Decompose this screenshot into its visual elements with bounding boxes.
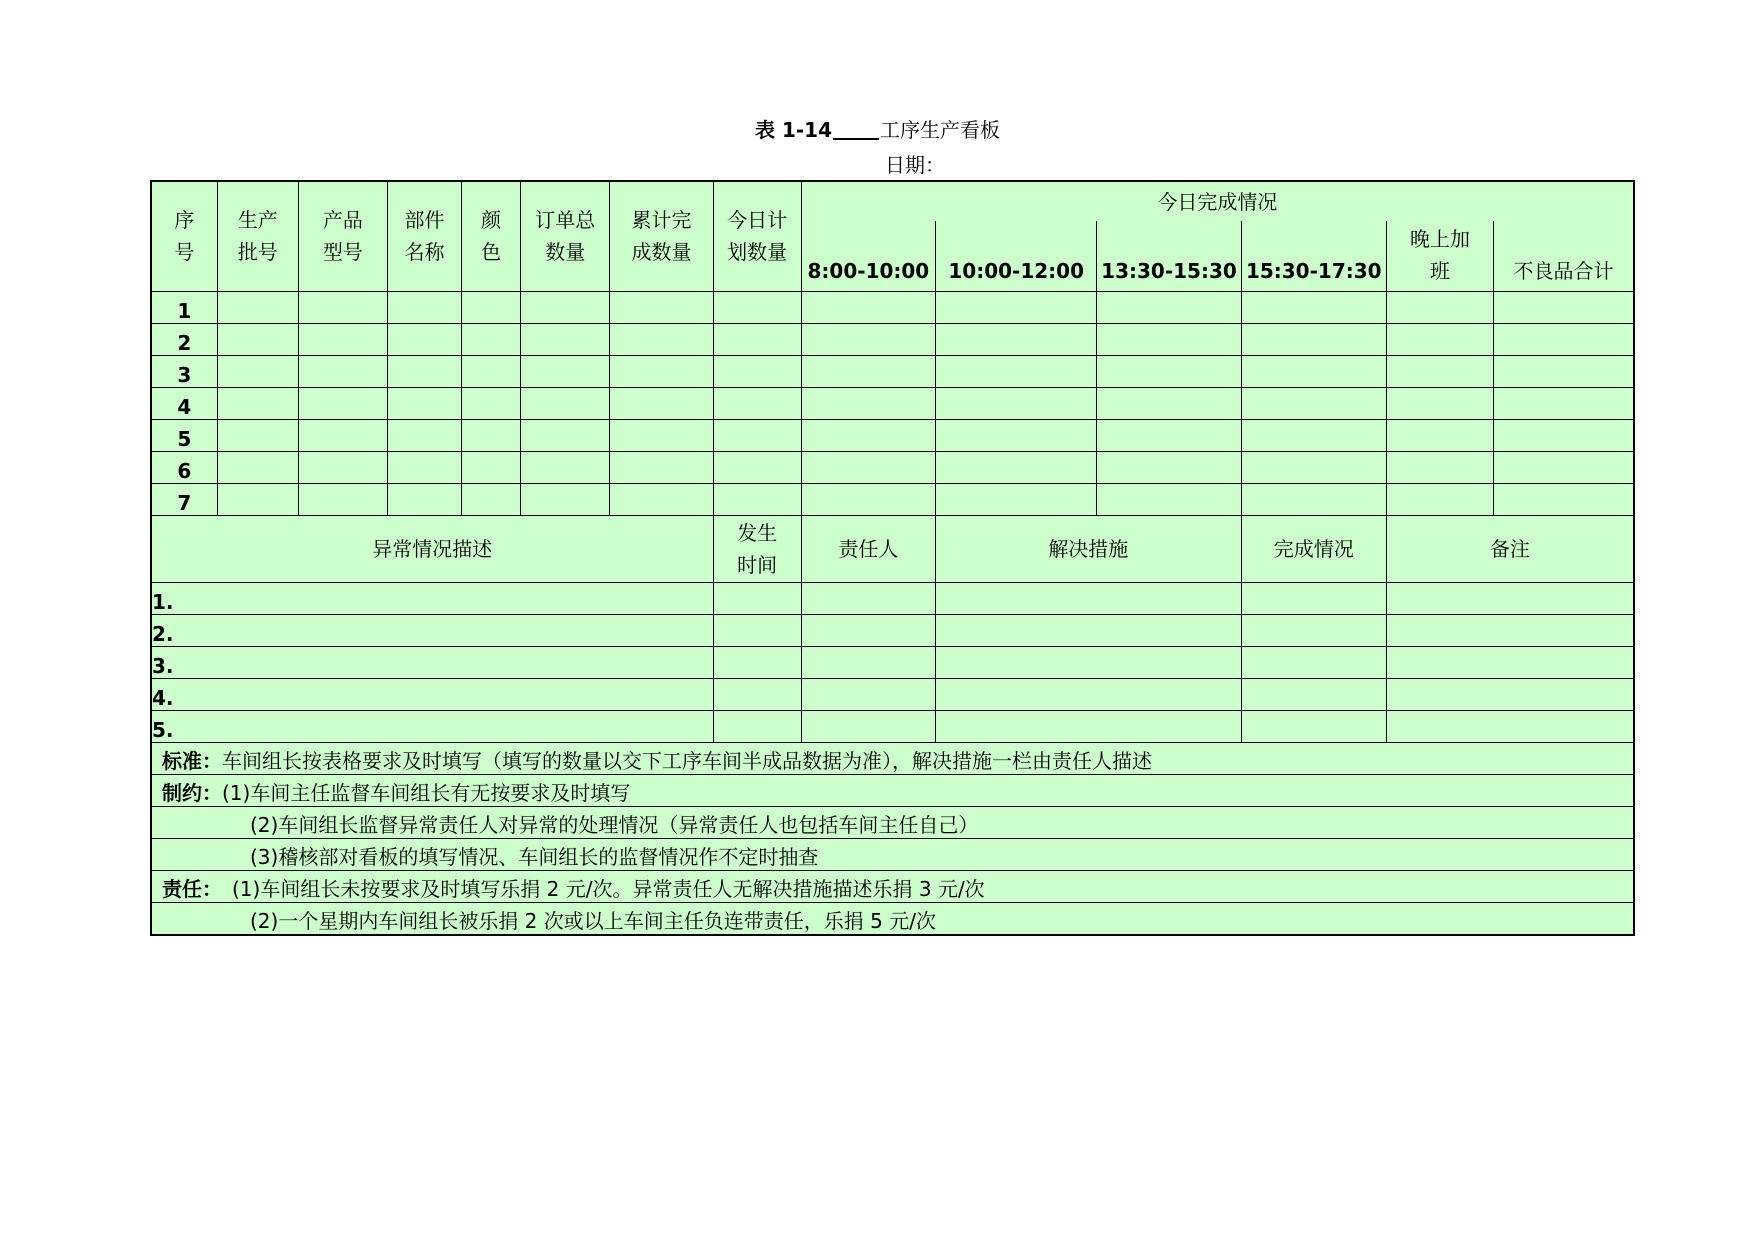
duty-1-text: (1)车间组长未按要求及时填写乐捐 2 元/次。异常责任人无解决措施描述乐捐 3 元/次 xyxy=(232,876,985,901)
note-constraint-2 xyxy=(151,806,1634,838)
batch-cell[interactable] xyxy=(217,387,298,419)
overtime-cell[interactable] xyxy=(1386,355,1493,387)
slot-1-cell[interactable] xyxy=(801,451,935,483)
slot-4-cell[interactable] xyxy=(1241,451,1386,483)
color-cell[interactable] xyxy=(462,291,521,323)
color-cell[interactable] xyxy=(462,387,521,419)
exception-header-row xyxy=(151,515,1634,582)
row-number: 5 xyxy=(151,419,217,451)
exception-status-cell[interactable] xyxy=(1241,710,1386,742)
slot-2-cell[interactable] xyxy=(936,291,1097,323)
exception-owner-header: 责任人 xyxy=(801,515,935,582)
header-slot-1: 8:00-10:00 xyxy=(801,221,935,291)
duty-2-text: (2)一个星期内车间组长被乐捐 2 次或以上车间主任负连带责任，乐捐 5 元/次 xyxy=(250,908,936,933)
header-slot-4: 15:30-17:30 xyxy=(1241,221,1386,291)
note-row-duty xyxy=(151,870,1634,902)
batch-cell[interactable] xyxy=(217,419,298,451)
order-total-cell[interactable] xyxy=(521,419,610,451)
note-row-standard xyxy=(151,742,1634,774)
slot-1-cell[interactable] xyxy=(801,323,935,355)
plan-today-cell[interactable] xyxy=(713,291,801,323)
part-cell[interactable] xyxy=(387,323,461,355)
note-row-constraint-3 xyxy=(151,838,1634,870)
slot-1-cell[interactable] xyxy=(801,291,935,323)
standard-text: 车间组长按表格要求及时填写（填写的数量以交下工序车间半成品数据为准），解决措施一栏由责任人描述 xyxy=(222,748,1152,773)
order-total-cell[interactable] xyxy=(521,355,610,387)
header-slot-3: 13:30-15:30 xyxy=(1097,221,1241,291)
exception-remark-cell[interactable] xyxy=(1386,582,1634,614)
constraint-3-text: (3)稽核部对看板的填写情况、车间组长的监督情况作不定时抽查 xyxy=(250,844,819,869)
order-total-cell[interactable] xyxy=(521,291,610,323)
row-number: 6 xyxy=(151,451,217,483)
cumulative-cell[interactable] xyxy=(610,355,713,387)
color-cell[interactable] xyxy=(462,483,521,515)
exception-solution-cell[interactable] xyxy=(936,678,1242,710)
header-slot-2: 10:00-12:00 xyxy=(936,221,1097,291)
defect-total-cell[interactable] xyxy=(1494,355,1634,387)
exception-solution-cell[interactable] xyxy=(936,646,1242,678)
title-prefix: 表 1-14 xyxy=(754,118,832,142)
overtime-cell[interactable] xyxy=(1386,483,1493,515)
note-constraint-1 xyxy=(151,774,1634,806)
slot-2-cell[interactable] xyxy=(936,323,1097,355)
color-cell[interactable] xyxy=(462,355,521,387)
cumulative-cell[interactable] xyxy=(610,291,713,323)
part-cell[interactable] xyxy=(387,419,461,451)
exception-owner-cell[interactable] xyxy=(801,678,935,710)
header-plan-today: 今日计 划数量 xyxy=(713,181,801,291)
batch-cell[interactable] xyxy=(217,483,298,515)
slot-1-cell[interactable] xyxy=(801,483,935,515)
defect-total-cell[interactable] xyxy=(1494,323,1634,355)
slot-4-cell[interactable] xyxy=(1241,483,1386,515)
header-batch: 生产 批号 xyxy=(217,181,298,291)
batch-cell[interactable] xyxy=(217,323,298,355)
model-cell[interactable] xyxy=(298,483,387,515)
exception-status-cell[interactable] xyxy=(1241,614,1386,646)
date-label: 日期： xyxy=(885,153,945,177)
production-board-table xyxy=(150,180,1635,936)
row-number: 2 xyxy=(151,323,217,355)
exception-row xyxy=(151,582,1634,614)
slot-1-cell[interactable] xyxy=(801,355,935,387)
part-cell[interactable] xyxy=(387,483,461,515)
row-number: 7 xyxy=(151,483,217,515)
standard-label: 标准： xyxy=(162,748,222,773)
table-row xyxy=(151,483,1634,515)
batch-cell[interactable] xyxy=(217,451,298,483)
exception-remark-cell[interactable] xyxy=(1386,678,1634,710)
exception-solution-cell[interactable] xyxy=(936,582,1242,614)
exception-time-header: 发生 时间 xyxy=(713,515,801,582)
color-cell[interactable] xyxy=(462,323,521,355)
slot-4-cell[interactable] xyxy=(1241,355,1386,387)
header-defect-total: 不良品合计 xyxy=(1494,221,1634,291)
plan-today-cell[interactable] xyxy=(713,451,801,483)
part-cell[interactable] xyxy=(387,387,461,419)
slot-2-cell[interactable] xyxy=(936,419,1097,451)
cumulative-cell[interactable] xyxy=(610,323,713,355)
defect-total-cell[interactable] xyxy=(1494,451,1634,483)
exception-remark-cell[interactable] xyxy=(1386,646,1634,678)
exception-owner-cell[interactable] xyxy=(801,614,935,646)
row-number: 4 xyxy=(151,387,217,419)
slot-3-cell[interactable] xyxy=(1097,355,1241,387)
exception-row xyxy=(151,710,1634,742)
part-cell[interactable] xyxy=(387,451,461,483)
exception-desc-cell[interactable]: 5. xyxy=(151,710,713,742)
exception-status-cell[interactable] xyxy=(1241,678,1386,710)
model-cell[interactable] xyxy=(298,387,387,419)
title-blank-line xyxy=(833,118,879,140)
exception-desc-cell[interactable]: 2. xyxy=(151,614,713,646)
slot-1-cell[interactable] xyxy=(801,419,935,451)
exception-remark-header: 备注 xyxy=(1386,515,1634,582)
order-total-cell[interactable] xyxy=(521,323,610,355)
sheet-title xyxy=(0,116,1755,144)
exception-remark-cell[interactable] xyxy=(1386,614,1634,646)
exception-row xyxy=(151,646,1634,678)
slot-3-cell[interactable] xyxy=(1097,419,1241,451)
title-name: 工序生产看板 xyxy=(880,118,1000,142)
plan-today-cell[interactable] xyxy=(713,323,801,355)
overtime-cell[interactable] xyxy=(1386,323,1493,355)
slot-3-cell[interactable] xyxy=(1097,323,1241,355)
cumulative-cell[interactable] xyxy=(610,451,713,483)
note-duty-1 xyxy=(151,870,1634,902)
exception-solution-header: 解决措施 xyxy=(936,515,1242,582)
header-today-group: 今日完成情况 xyxy=(801,181,1634,221)
part-cell[interactable] xyxy=(387,291,461,323)
header-order-total: 订单总 数量 xyxy=(521,181,610,291)
overtime-cell[interactable] xyxy=(1386,451,1493,483)
duty-label: 责任： xyxy=(162,876,222,901)
defect-total-cell[interactable] xyxy=(1494,291,1634,323)
slot-4-cell[interactable] xyxy=(1241,387,1386,419)
exception-status-cell[interactable] xyxy=(1241,646,1386,678)
defect-total-cell[interactable] xyxy=(1494,387,1634,419)
slot-3-cell[interactable] xyxy=(1097,483,1241,515)
defect-total-cell[interactable] xyxy=(1494,419,1634,451)
plan-today-cell[interactable] xyxy=(713,419,801,451)
exception-remark-cell[interactable] xyxy=(1386,710,1634,742)
exception-time-cell[interactable] xyxy=(713,710,801,742)
exception-time-cell[interactable] xyxy=(713,678,801,710)
row-number: 3 xyxy=(151,355,217,387)
model-cell[interactable] xyxy=(298,451,387,483)
model-cell[interactable] xyxy=(298,323,387,355)
note-duty-2 xyxy=(151,902,1634,935)
plan-today-cell[interactable] xyxy=(713,355,801,387)
order-total-cell[interactable] xyxy=(521,387,610,419)
plan-today-cell[interactable] xyxy=(713,387,801,419)
slot-3-cell[interactable] xyxy=(1097,291,1241,323)
slot-4-cell[interactable] xyxy=(1241,291,1386,323)
header-seq: 序 号 xyxy=(151,181,217,291)
part-cell[interactable] xyxy=(387,355,461,387)
exception-owner-cell[interactable] xyxy=(801,582,935,614)
slot-1-cell[interactable] xyxy=(801,387,935,419)
constraint-label: 制约： xyxy=(162,780,222,805)
note-row-constraint xyxy=(151,774,1634,806)
color-cell[interactable] xyxy=(462,419,521,451)
note-row-duty-2 xyxy=(151,902,1634,935)
table-row xyxy=(151,451,1634,483)
color-cell[interactable] xyxy=(462,451,521,483)
exception-row xyxy=(151,678,1634,710)
overtime-cell[interactable] xyxy=(1386,291,1493,323)
exception-desc-cell[interactable]: 4. xyxy=(151,678,713,710)
model-cell[interactable] xyxy=(298,355,387,387)
exception-solution-cell[interactable] xyxy=(936,710,1242,742)
exception-owner-cell[interactable] xyxy=(801,646,935,678)
header-overtime: 晚上加 班 xyxy=(1386,221,1493,291)
cumulative-cell[interactable] xyxy=(610,419,713,451)
slot-3-cell[interactable] xyxy=(1097,451,1241,483)
table-row xyxy=(151,323,1634,355)
overtime-cell[interactable] xyxy=(1386,419,1493,451)
table-row xyxy=(151,419,1634,451)
header-color: 颜 色 xyxy=(462,181,521,291)
exception-desc-cell[interactable]: 1. xyxy=(151,582,713,614)
slot-3-cell[interactable] xyxy=(1097,387,1241,419)
exception-time-cell[interactable] xyxy=(713,646,801,678)
exception-owner-cell[interactable] xyxy=(801,710,935,742)
table-row xyxy=(151,291,1634,323)
batch-cell[interactable] xyxy=(217,291,298,323)
cumulative-cell[interactable] xyxy=(610,387,713,419)
exception-status-header: 完成情况 xyxy=(1241,515,1386,582)
constraint-1-text: (1)车间主任监督车间组长有无按要求及时填写 xyxy=(222,780,631,805)
exception-desc-header: 异常情况描述 xyxy=(151,515,713,582)
header-cumulative: 累计完 成数量 xyxy=(610,181,713,291)
row-number: 1 xyxy=(151,291,217,323)
overtime-cell[interactable] xyxy=(1386,387,1493,419)
model-cell[interactable] xyxy=(298,419,387,451)
header-part: 部件 名称 xyxy=(387,181,461,291)
slot-2-cell[interactable] xyxy=(936,451,1097,483)
batch-cell[interactable] xyxy=(217,355,298,387)
header-model: 产品 型号 xyxy=(298,181,387,291)
slot-2-cell[interactable] xyxy=(936,483,1097,515)
exception-solution-cell[interactable] xyxy=(936,614,1242,646)
order-total-cell[interactable] xyxy=(521,451,610,483)
exception-status-cell[interactable] xyxy=(1241,582,1386,614)
exception-time-cell[interactable] xyxy=(713,582,801,614)
exception-desc-cell[interactable]: 3. xyxy=(151,646,713,678)
slot-2-cell[interactable] xyxy=(936,355,1097,387)
note-row-constraint-2 xyxy=(151,806,1634,838)
cumulative-cell[interactable] xyxy=(610,483,713,515)
note-standard xyxy=(151,742,1634,774)
slot-4-cell[interactable] xyxy=(1241,323,1386,355)
table-row xyxy=(151,387,1634,419)
plan-today-cell[interactable] xyxy=(713,483,801,515)
slot-4-cell[interactable] xyxy=(1241,419,1386,451)
slot-2-cell[interactable] xyxy=(936,387,1097,419)
model-cell[interactable] xyxy=(298,291,387,323)
table-row xyxy=(151,355,1634,387)
exception-time-cell[interactable] xyxy=(713,614,801,646)
note-constraint-3 xyxy=(151,838,1634,870)
constraint-2-text: (2)车间组长监督异常责任人对异常的处理情况（异常责任人也包括车间主任自己） xyxy=(250,812,979,837)
exception-row xyxy=(151,614,1634,646)
order-total-cell[interactable] xyxy=(521,483,610,515)
defect-total-cell[interactable] xyxy=(1494,483,1634,515)
